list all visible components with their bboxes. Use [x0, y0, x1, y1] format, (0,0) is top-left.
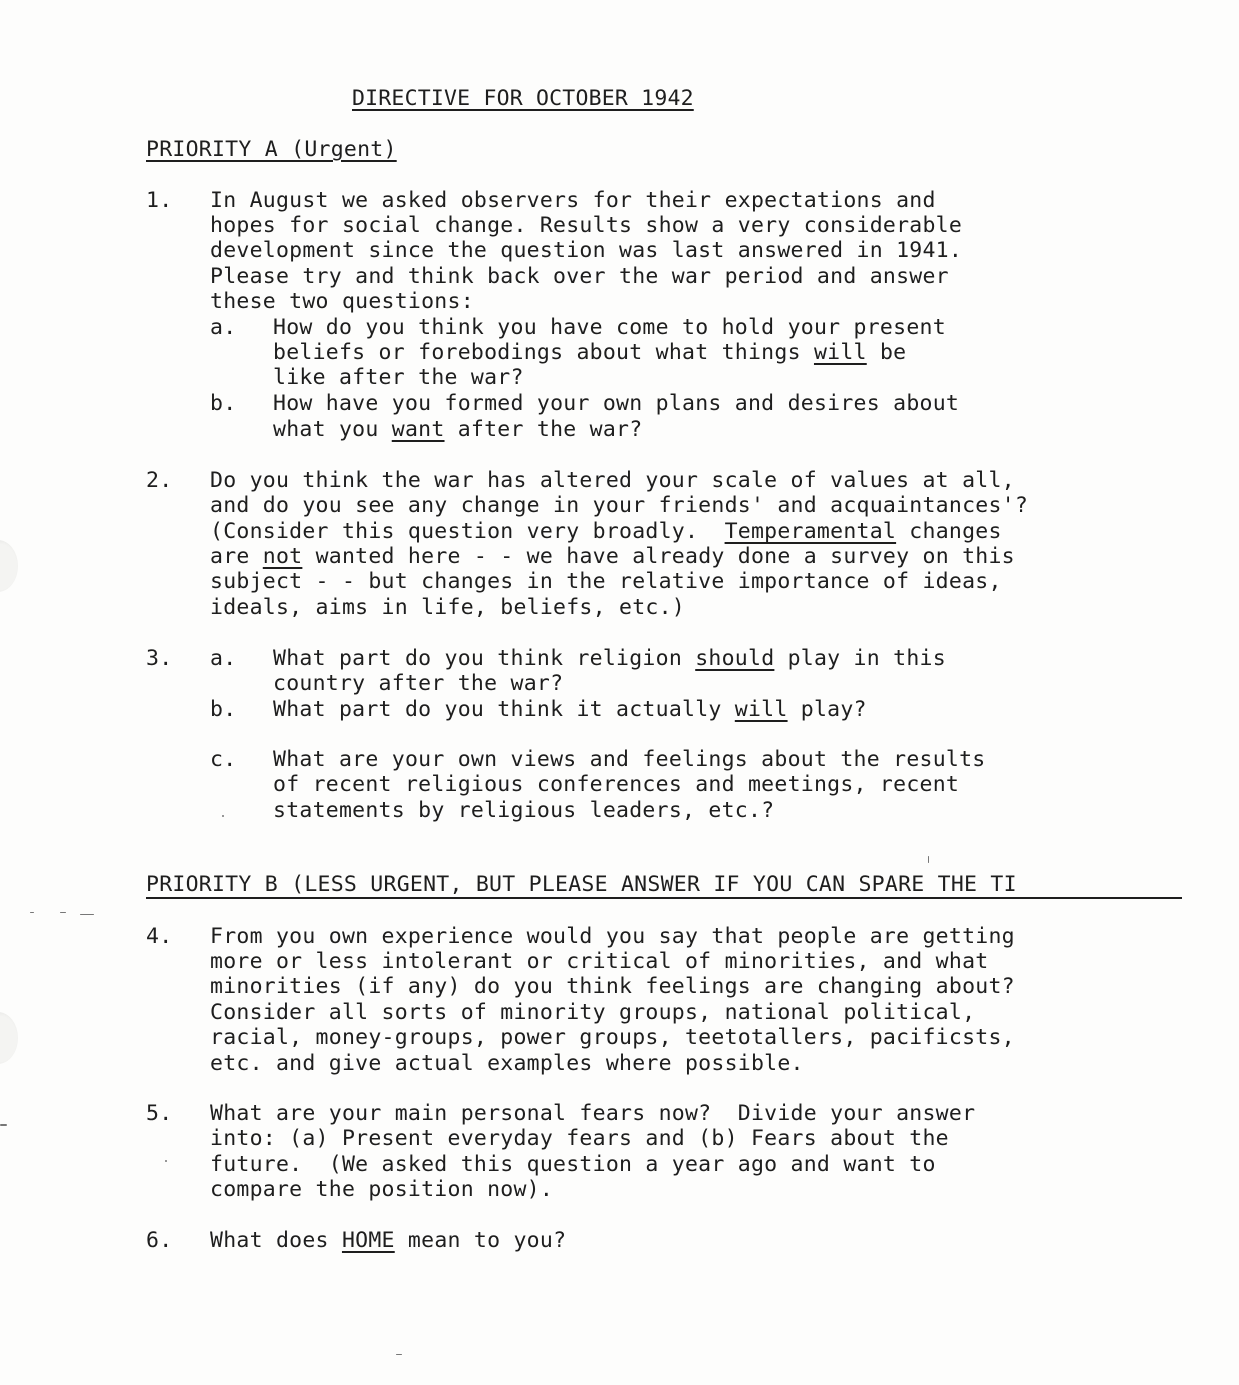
- question-3-number: 3.: [146, 646, 173, 671]
- punch-hole-upper: [0, 540, 18, 592]
- question-4-line: minorities (if any) do you think feelings are changing about?: [210, 974, 1015, 999]
- text-segment: What does: [210, 1228, 342, 1253]
- underlined-word: want: [391, 417, 445, 442]
- scan-speck: [928, 856, 929, 863]
- question-1-line: Please try and think back over the war period and answer: [210, 264, 949, 289]
- question-3c-label: c.: [210, 747, 237, 772]
- priority-b-heading: PRIORITY B (LESS URGENT, BUT PLEASE ANSWER IF YOU CAN SPARE THE TI: [146, 872, 1017, 897]
- question-4-number: 4.: [146, 924, 173, 949]
- question-4-line: etc. and give actual examples where possible.: [210, 1051, 804, 1076]
- scan-speck: [30, 912, 34, 913]
- question-1b-line: [273, 417, 642, 442]
- question-1b-label: b.: [210, 391, 237, 416]
- question-2-line: subject - - but changes in the relative importance of ideas,: [210, 569, 1002, 594]
- text-segment: What part do you think religion: [273, 646, 696, 671]
- question-1-line: hopes for social change. Results show a very considerable: [210, 213, 963, 238]
- question-1a-line: like after the war?: [273, 365, 524, 390]
- question-3a-line: [273, 646, 946, 671]
- scan-speck: [396, 1354, 402, 1355]
- underlined-word: not: [262, 544, 303, 569]
- text-segment: play in this: [774, 646, 946, 671]
- question-2-line: [210, 519, 1002, 544]
- question-1-line: development since the question was last answered in 1941.: [210, 238, 963, 263]
- question-4-line: From you own experience would you say that people are getting: [210, 924, 1015, 949]
- question-3c-line: statements by religious leaders, etc.?: [273, 798, 775, 823]
- text-segment: (Consider this question very broadly.: [210, 519, 725, 544]
- punch-hole-lower: [0, 1012, 18, 1064]
- text-segment: play?: [787, 697, 867, 722]
- underlined-word: will: [813, 340, 867, 365]
- scan-speck: [60, 912, 66, 913]
- document-title: DIRECTIVE FOR OCTOBER 1942: [352, 86, 694, 111]
- question-1b-line: How have you formed your own plans and desires about: [273, 391, 960, 416]
- question-1-number: 1.: [146, 188, 173, 213]
- priority-b-underline: [146, 897, 1182, 899]
- question-3c-line: What are your own views and feelings about the results: [273, 747, 986, 772]
- question-5-line: future. (We asked this question a year ago and want to: [210, 1152, 936, 1177]
- text-segment: beliefs or forebodings about what things: [273, 340, 814, 365]
- text-segment: are: [210, 544, 263, 569]
- question-2-line: Do you think the war has altered your scale of values at all,: [210, 468, 1015, 493]
- question-3b-label: b.: [210, 697, 237, 722]
- question-1a-line: How do you think you have come to hold your present: [273, 315, 946, 340]
- question-4-line: racial, money-groups, power groups, teetotallers, pacificsts,: [210, 1025, 1015, 1050]
- question-1-line: In August we asked observers for their expectations and: [210, 188, 936, 213]
- scan-speck: [222, 815, 224, 817]
- underlined-word: HOME: [341, 1228, 395, 1253]
- underlined-word: should: [695, 646, 775, 671]
- text-segment: mean to you?: [394, 1228, 567, 1253]
- question-3a-line: country after the war?: [273, 671, 564, 696]
- scan-speck: [0, 1124, 7, 1126]
- question-6-number: 6.: [146, 1228, 173, 1253]
- question-3b-line: [273, 697, 867, 722]
- priority-a-heading: PRIORITY A (Urgent): [146, 137, 397, 162]
- scan-speck: [80, 914, 94, 915]
- text-segment: be: [866, 340, 907, 365]
- question-2-line: and do you see any change in your friends' and acquaintances'?: [210, 493, 1029, 518]
- question-1-line: these two questions:: [210, 289, 474, 314]
- text-segment: changes: [896, 519, 1002, 544]
- text-segment: What part do you think it actually: [273, 697, 735, 722]
- text-segment: wanted here - - we have already done a survey on this: [302, 544, 1015, 569]
- question-3a-label: a.: [210, 646, 237, 671]
- question-1a-line: [273, 340, 906, 365]
- question-3c-line: of recent religious conferences and meetings, recent: [273, 772, 960, 797]
- question-1a-label: a.: [210, 315, 237, 340]
- question-4-line: Consider all sorts of minority groups, national political,: [210, 1000, 976, 1025]
- question-4-line: more or less intolerant or critical of minorities, and what: [210, 949, 989, 974]
- question-6-line: [210, 1228, 566, 1253]
- underlined-word: will: [734, 697, 788, 722]
- question-5-number: 5.: [146, 1101, 173, 1126]
- question-5-line: into: (a) Present everyday fears and (b) Fears about the: [210, 1126, 949, 1151]
- question-2-line: ideals, aims in life, beliefs, etc.): [210, 595, 685, 620]
- question-2-line: [210, 544, 1015, 569]
- question-5-line: What are your main personal fears now? Divide your answer: [210, 1101, 976, 1126]
- text-segment: after the war?: [444, 417, 643, 442]
- question-2-number: 2.: [146, 468, 173, 493]
- text-segment: what you: [273, 417, 392, 442]
- underlined-word: Temperamental: [724, 519, 897, 544]
- scan-speck: [165, 1160, 167, 1162]
- question-5-line: compare the position now).: [210, 1177, 554, 1202]
